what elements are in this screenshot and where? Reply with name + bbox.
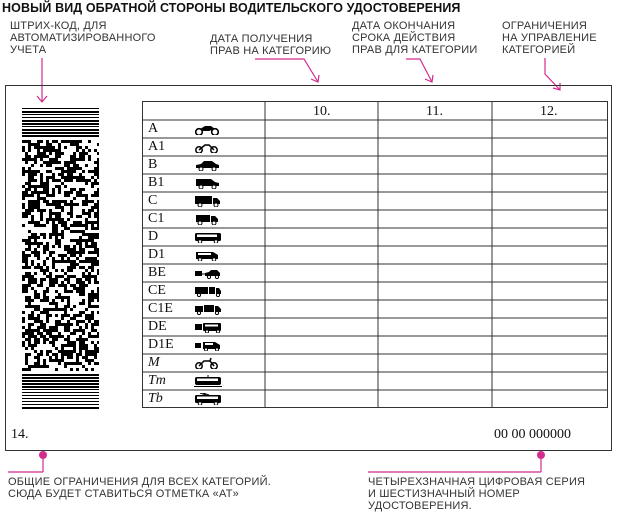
column-12-header: 12. bbox=[540, 104, 558, 119]
bus-trailer-icon bbox=[194, 321, 222, 333]
category-label: DE bbox=[148, 319, 167, 334]
callout-line: СЮДА БУДЕТ СТАВИТЬСЯ ОТМЕТКА «AT» bbox=[8, 488, 239, 500]
scooter-icon bbox=[194, 141, 222, 153]
category-label: D bbox=[148, 229, 159, 244]
callout-line: АВТОМАТИЗИРОВАННОГО bbox=[10, 32, 156, 44]
callout-line: ШТРИХ-КОД, ДЛЯ bbox=[10, 20, 107, 32]
moped-icon bbox=[194, 357, 222, 369]
tram-icon bbox=[194, 375, 222, 387]
column-10-header: 10. bbox=[313, 104, 331, 119]
callout-line: ЧЕТЫРЕХЗНАЧНАЯ ЦИФРОВАЯ СЕРИЯ bbox=[368, 476, 586, 488]
category-label: D1 bbox=[148, 247, 166, 262]
car-icon bbox=[194, 159, 222, 171]
page-title: НОВЫЙ ВИД ОБРАТНОЙ СТОРОНЫ ВОДИТЕЛЬСКОГО УДОСТОВЕРЕНИЯ bbox=[2, 1, 461, 15]
category-label: Tm bbox=[148, 373, 166, 388]
callout-line: И ШЕСТИЗНАЧНЫЙ НОМЕР УДОСТОВЕРЕНИЯ. bbox=[368, 488, 520, 512]
small-truck-trailer-icon bbox=[194, 303, 222, 315]
category-label: A bbox=[148, 121, 159, 136]
category-label: B bbox=[148, 157, 158, 172]
serial-number: 00 00 000000 bbox=[494, 427, 571, 442]
category-label: BE bbox=[148, 265, 166, 280]
car-trailer-icon bbox=[194, 267, 222, 279]
callout-line: ПРАВ ДЛЯ КАТЕГОРИИ bbox=[352, 44, 478, 56]
motorcycle-icon bbox=[194, 123, 222, 135]
category-label: CE bbox=[148, 283, 166, 298]
category-label: C1 bbox=[148, 211, 165, 226]
general-restrictions-callout bbox=[8, 476, 271, 500]
category-label: B1 bbox=[148, 175, 165, 190]
minibus-icon bbox=[194, 249, 222, 261]
callout-line: НА УПРАВЛЕНИЕ bbox=[502, 32, 597, 44]
barcode-icon bbox=[22, 108, 99, 409]
category-label: D1E bbox=[148, 337, 174, 352]
callout-line: КАТЕГОРИЕЙ bbox=[502, 44, 576, 56]
callout-line: СРОКА ДЕЙСТВИЯ bbox=[352, 32, 456, 44]
category-label: C1E bbox=[148, 301, 173, 316]
category-label: Tb bbox=[148, 391, 163, 406]
trolleybus-icon bbox=[194, 393, 222, 405]
truck-icon bbox=[194, 195, 222, 207]
field-14: 14. bbox=[11, 427, 29, 442]
category-label: C bbox=[148, 193, 158, 208]
callout-line: ДАТА ПОЛУЧЕНИЯ bbox=[210, 33, 313, 45]
callout-line: УЧЕТА bbox=[10, 44, 47, 56]
small-truck-icon bbox=[194, 213, 222, 225]
callout-line: ОБЩИЕ ОГРАНИЧЕНИЯ ДЛЯ ВСЕХ КАТЕГОРИЙ. bbox=[8, 476, 271, 488]
truck-trailer-icon bbox=[194, 285, 222, 297]
category-label: M bbox=[148, 355, 160, 370]
van-icon bbox=[194, 177, 222, 189]
category-label: A1 bbox=[148, 139, 166, 154]
bus-icon bbox=[194, 231, 222, 243]
callout-line: ДАТА ОКОНЧАНИЯ bbox=[352, 20, 456, 32]
callout-line: ОГРАНИЧЕНИЯ bbox=[502, 20, 587, 32]
callout-line: ПРАВ НА КАТЕГОРИЮ bbox=[210, 45, 332, 57]
serial-callout bbox=[368, 476, 620, 512]
column-11-header: 11. bbox=[426, 104, 443, 119]
minibus-trailer-icon bbox=[194, 339, 222, 351]
